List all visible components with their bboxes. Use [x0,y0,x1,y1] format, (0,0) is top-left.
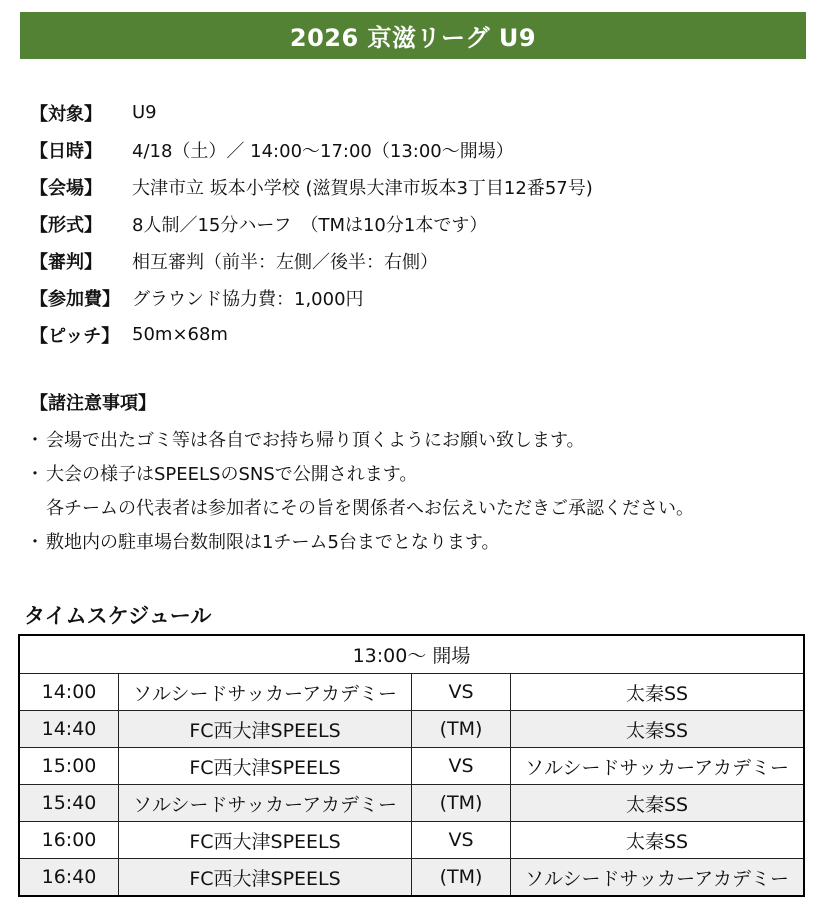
info-value: 大津市立 坂本小学校 (滋賀県大津市坂本3丁目12番57号) [132,177,593,199]
info-key: 【日時】 [30,140,102,162]
match-type-cell: VS [412,748,511,785]
time-cell: 14:00 [19,674,119,711]
info-key: 【参加費】 [30,288,120,310]
note-item [26,422,694,456]
table-row [19,859,804,897]
info-key: 【会場】 [30,177,102,199]
info-value: 50m×68m [132,324,228,345]
schedule-table [18,634,805,897]
note-text: 大会の様子はSPEELSのSNSで公開されます。 [46,464,418,485]
info-row-referee [30,242,593,279]
info-value: 8人制／15分ハーフ （TMは10分1本です） [132,214,488,236]
home-team-cell: ソルシードサッカーアカデミー [119,785,412,822]
table-row [19,711,804,748]
info-row-target [30,94,593,131]
table-row [19,674,804,711]
info-row-venue [30,168,593,205]
home-team-cell: FC西大津SPEELS [119,711,412,748]
away-team-cell: 太秦SS [511,785,805,822]
info-value: 相互審判（前半：左側／後半：右側） [132,251,438,273]
info-key: 【形式】 [30,214,102,236]
schedule-heading: タイムスケジュール [24,604,212,628]
opening-cell: 13:00～ 開場 [19,635,804,674]
away-team-cell: ソルシードサッカーアカデミー [511,748,805,785]
home-team-cell: FC西大津SPEELS [119,748,412,785]
bullet: ・ [26,464,44,485]
info-row-format [30,205,593,242]
note-item [26,524,694,558]
match-type-cell: (TM) [412,785,511,822]
bullet: ・ [26,532,44,553]
table-row [19,748,804,785]
info-key: 【審判】 [30,251,102,273]
info-value: U9 [132,102,157,123]
time-cell: 16:40 [19,859,119,897]
notes-heading: 【諸注意事項】 [30,393,156,414]
info-key: 【ピッチ】 [30,325,120,347]
home-team-cell: ソルシードサッカーアカデミー [119,674,412,711]
home-team-cell: FC西大津SPEELS [119,822,412,859]
home-team-cell: FC西大津SPEELS [119,859,412,897]
match-type-cell: (TM) [412,711,511,748]
note-text: 各チームの代表者は参加者にその旨を関係者へお伝えいただきご承認ください。 [46,498,694,519]
page-title: 2026 京滋リーグ U9 [20,12,806,59]
info-row-pitch [30,316,593,353]
info-key: 【対象】 [30,103,102,125]
time-cell: 15:40 [19,785,119,822]
note-item-continuation [26,490,694,524]
time-cell: 15:00 [19,748,119,785]
note-text: 敷地内の駐車場台数制限は1チーム5台までとなります。 [46,532,500,553]
away-team-cell: 太秦SS [511,711,805,748]
event-info [30,94,593,353]
time-cell: 14:40 [19,711,119,748]
away-team-cell: 太秦SS [511,674,805,711]
match-type-cell: (TM) [412,859,511,897]
match-type-cell: VS [412,822,511,859]
table-row [19,785,804,822]
info-row-datetime [30,131,593,168]
info-value: 4/18（土）／ 14:00～17:00（13:00～開場） [132,140,514,162]
info-row-fee [30,279,593,316]
info-value: グラウンド協力費：1,000円 [132,288,364,310]
away-team-cell: 太秦SS [511,822,805,859]
away-team-cell: ソルシードサッカーアカデミー [511,859,805,897]
match-type-cell: VS [412,674,511,711]
table-row [19,822,804,859]
bullet: ・ [26,430,44,451]
opening-row [19,635,804,674]
notes-list [26,422,694,558]
note-text: 会場で出たゴミ等は各自でお持ち帰り頂くようにお願い致します。 [46,430,585,451]
note-item [26,456,694,490]
time-cell: 16:00 [19,822,119,859]
